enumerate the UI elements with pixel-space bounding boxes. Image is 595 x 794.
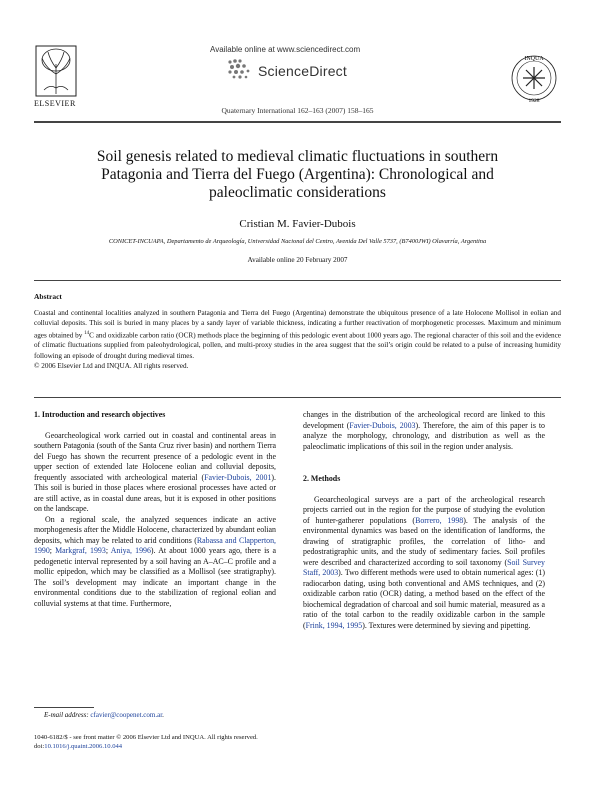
email-label: E-mail address: (44, 711, 91, 719)
abstract-superscript: 14 (84, 330, 90, 336)
text: Geoarcheological work carried out in coastal and continental areas in southern Patagonia (south of the Santa Cruz river basin) and northern Tierra del Fuego has shown the recurrent presence of a pedologic event in the upper section of extended late Holocene eolian and colluvial deposits, frequently associated with archeological material ( (34, 430, 276, 482)
text: On a regional scale, the analyzed sequences indicate an active morphogenesis after the Middle Holocene, characterized by abundant eolian deposits, which may be related to arid conditions ( (34, 514, 276, 545)
right-column (303, 410, 545, 631)
citation-link[interactable]: Soil Survey Staff, 2003 (303, 557, 546, 577)
publisher-name: ELSEVIER (34, 99, 76, 108)
abstract-copyright: © 2006 Elsevier Ltd and INQUA. All rights reserved. (34, 361, 189, 370)
page-footer (34, 733, 258, 751)
paragraph (303, 495, 545, 632)
abstract-text: Coastal and continental localities analyzed in southern Patagonia and Tierra del Fuego (Argentina) demonstrate the ubiquitous presence of a late Holocene Mollisol in eolian and colluvial deposits. This soil is buried in many places by a sandy layer of variable thickness, indicating a further reactivation of morphogenetic processes. Maximum and minimum ages obtained by (34, 309, 561, 339)
citation-link[interactable]: Borrero, 1998 (415, 515, 464, 525)
title-line: paleoclimatic considerations (209, 184, 386, 201)
text: ). Therefore, the aim of this paper is to analyze the morphology, chronology, and distribution as well as the paleoclimatic implications of this soil in the region under analysis. (303, 420, 546, 451)
citation-link[interactable]: Frink, 1994, 1995 (305, 620, 363, 630)
copyright-line: 1040-6182/$ - see front matter © 2006 Elsevier Ltd and INQUA. All rights reserved. (34, 734, 258, 741)
elsevier-tree-logo-icon (34, 44, 78, 100)
title-line: Soil genesis related to medieval climatic fluctuations in southern (96, 148, 499, 165)
text: changes in the distribution of the archeological record are linked to this development ( (303, 410, 545, 430)
paragraph (34, 431, 276, 515)
text: ). The analysis of the environmental dynamics was based on the identification of landforms, the drawing of stratigraphic profiles, the correlation of litho- and pedostratigraphic units, and the study of sedimentary facies. Soil profiles were described and characterized according to soil taxonomy ( (303, 515, 545, 567)
left-column (34, 410, 276, 609)
footnote-rule (34, 707, 94, 708)
sciencedirect-dots-icon (226, 58, 256, 85)
abstract-body (34, 308, 561, 371)
inqua-logo-icon (510, 48, 558, 108)
inqua-logo-top: INQUA (524, 56, 544, 62)
author-name: Cristian M. Favier-Dubois (239, 218, 356, 230)
journal-reference: Quaternary International 162–163 (2007) 158–165 (221, 106, 374, 115)
footnote-email (44, 711, 164, 719)
doi-line (34, 742, 258, 751)
paragraph (303, 410, 545, 452)
text: ). Textures were determined by sieving and pipetting. (362, 620, 531, 630)
doi-link[interactable]: 10.1016/j.quaint.2006.10.044 (44, 743, 123, 750)
section-heading: 1. Introduction and research objectives (34, 410, 166, 419)
sciencedirect-brand: ScienceDirect (258, 63, 347, 79)
abstract-top-rule (34, 280, 561, 281)
abstract-text: C and oxidizable carbon ratio (OCR) methods place the beginning of this pedologic event about 1000 years ago. The regional character of this soil and the evidence of climatic fluctuations supplied from paleohydrological, pollen, and multi-proxy studies in the area suggest that the soil’s origin could be related to a pulse of increasing humidity following an episode of drought during medieval times. (34, 330, 561, 360)
section-heading: 2. Methods (303, 474, 341, 483)
abstract-bottom-rule (34, 397, 561, 398)
citation-link[interactable]: Markgraf, 1993 (55, 546, 106, 555)
author-affiliation: CONICET-INCUAPA, Departamento de Arqueología, Universidad Nacional del Centro, Avenida Del Valle 5737, (B7400JWI) Olavarría, Argentina (108, 238, 487, 245)
text: ). At about 1000 years ago, there is a pedogenetic interval represented by a soil having an A–AC–C profile and a mollic epipedon, which may be classified as a Mollisol (see stratigraphy). The soil’s development may indicate an important change in the environmental conditions due to the stabilization of regional eolian and colluvial systems at that time. Furthermore, (34, 546, 276, 608)
text: ; (105, 546, 111, 555)
citation-link[interactable]: Favier-Dubois, 2003 (349, 420, 416, 430)
paragraph (34, 515, 276, 610)
email-link[interactable]: cfavier@coopenet.com.ar (90, 711, 163, 719)
title-line: Patagonia and Tierra del Fuego (Argentina): Chronological and (101, 166, 494, 183)
text: ). This soil is buried in those places where erosional processes have acted or are still active, as in coastal dune areas, but it is exposed in other positions on the landscape. (34, 472, 277, 513)
text: ). Two different methods were used to obtain numerical ages: (1) radiocarbon dating, using both conventional and AMS techniques, and (2) oxidizable carbon ratio (OCR) dating, a method based on the effect of the biochemical degradation of charcoal and soil humic material, measured as a ratio of the total carbon to the readily oxidizable carbon in the sample ( (303, 568, 545, 630)
citation-link[interactable]: Favier-Dubois, 2001 (204, 472, 272, 482)
text: Geoarcheological surveys are a part of the archeological research projects carried out in the region for the purpose of studying the evolution of hunter-gatherer populations ( (303, 494, 545, 525)
text: . (162, 711, 164, 719)
inqua-logo-year: 1928 (528, 98, 540, 104)
header-rule (34, 121, 561, 123)
article-title (40, 148, 555, 202)
available-online-url: Available online at www.sciencedirect.com (210, 45, 361, 54)
citation-link[interactable]: Aniya, 1996 (110, 546, 151, 555)
abstract-heading: Abstract (34, 292, 62, 301)
available-online-date: Available online 20 February 2007 (247, 256, 348, 264)
doi-label: doi: (34, 743, 45, 750)
citation-link[interactable]: Rabassa and Clapperton, 1990 (34, 535, 276, 555)
text: ; (49, 546, 56, 555)
